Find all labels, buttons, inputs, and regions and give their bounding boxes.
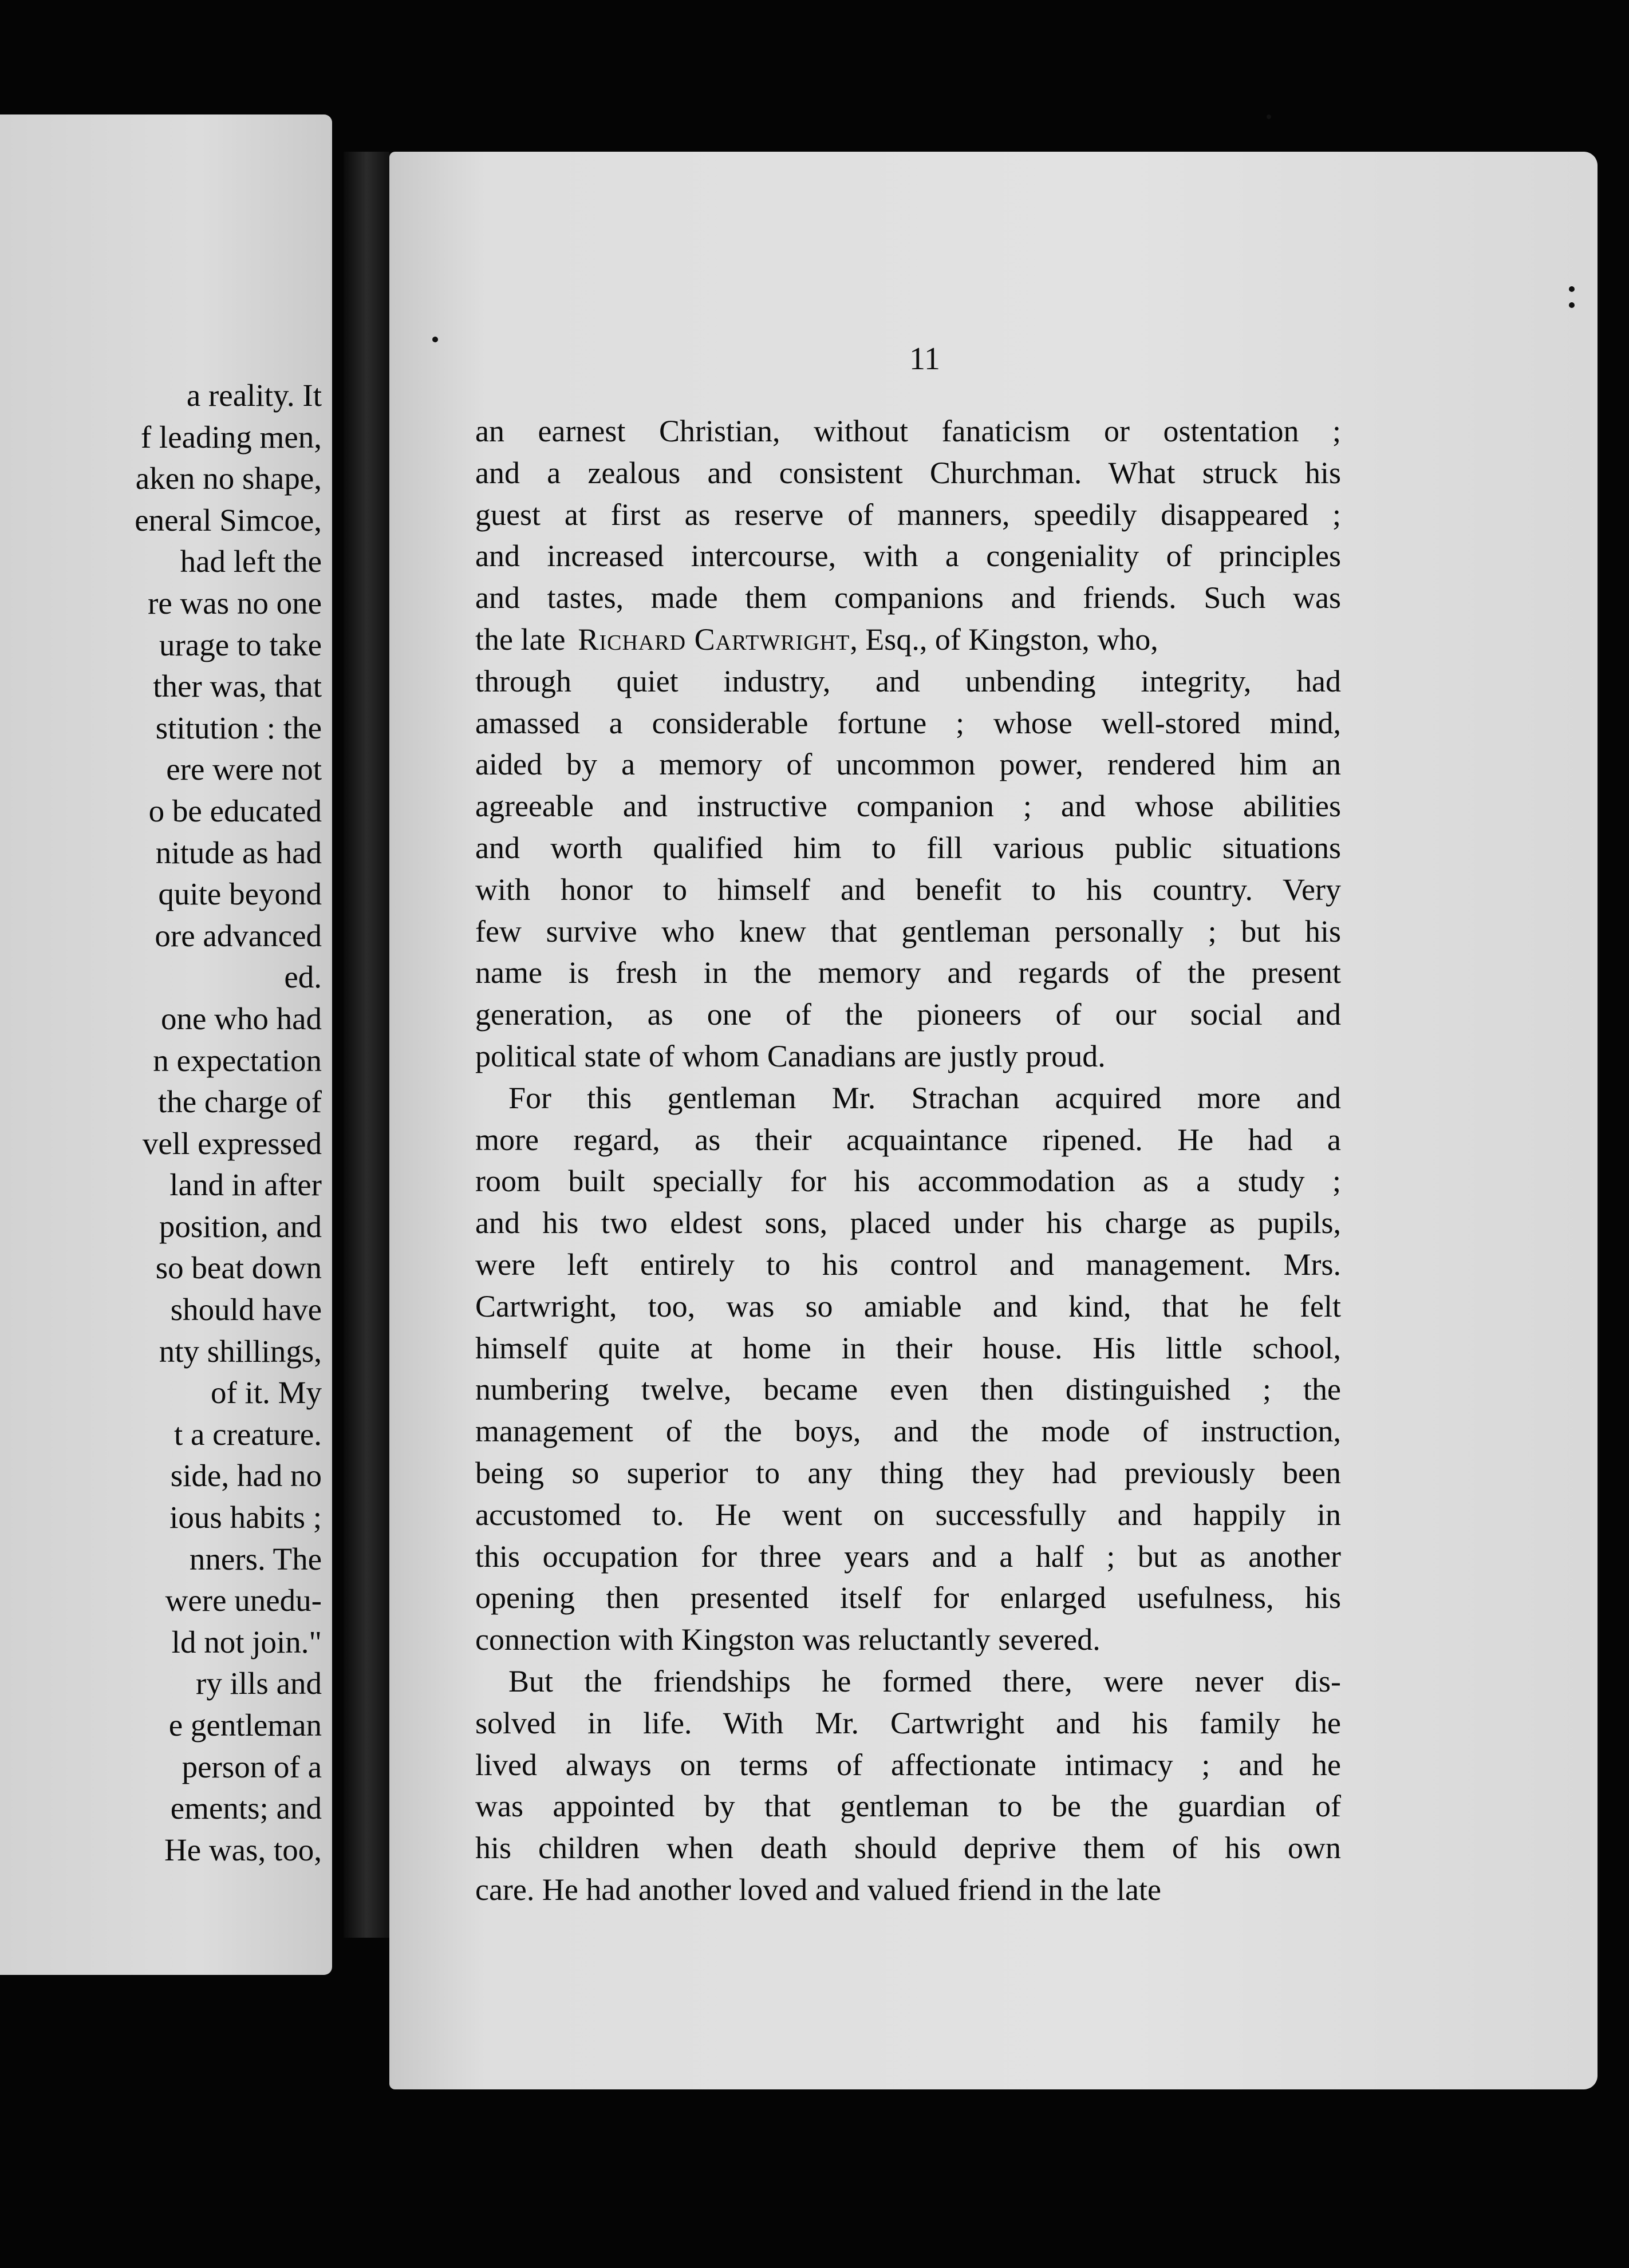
text-line: For this gentleman Mr. Strachan acquired more and	[508, 1080, 1341, 1115]
text-line: and his two eldest sons, placed under his charge as pupils,	[475, 1206, 1341, 1240]
left-page-line: aken no shape,	[135, 461, 322, 496]
text-line: with honor to himself and benefit to his country. Very	[475, 872, 1341, 907]
text-line: was appointed by that gentleman to be the guardian of	[475, 1789, 1341, 1824]
text-line-tail: , Esq., of Kingston, who,	[850, 622, 1158, 657]
text-line: solved in life. With Mr. Cartwright and his family he	[475, 1705, 1341, 1740]
text-line: room built specially for his accommodation as a study ;	[475, 1164, 1341, 1199]
text-line: agreeable and instructive companion ; and whose abilities	[475, 789, 1341, 824]
text-line: connection with Kingston was reluctantly severed.	[475, 1622, 1101, 1657]
text-line: this occupation for three years and a half ; but as another	[475, 1539, 1341, 1574]
left-page-line: position, and	[159, 1208, 322, 1244]
text-line: his children when death should deprive them of his own	[475, 1831, 1341, 1866]
left-page-line: were unedu-	[165, 1583, 322, 1618]
left-page-line: so beat down	[155, 1250, 322, 1286]
text-line: accustomed to. He went on successfully and happily in	[475, 1497, 1341, 1532]
left-page-line: ther was, that	[153, 669, 322, 704]
left-page-line: re was no one	[148, 585, 322, 621]
text-line: But the friendships he formed there, were never dis-	[508, 1664, 1341, 1698]
text-line: and worth qualified him to fill various public situations	[475, 830, 1341, 865]
left-page-line: eneral Simcoe,	[135, 502, 322, 538]
text-line: amassed a considerable fortune ; whose well-stored mind,	[475, 705, 1341, 740]
text-line: being so superior to any thing they had previously been	[475, 1455, 1341, 1490]
left-page-line: one who had	[160, 1001, 322, 1036]
left-page-line: vell expressed	[142, 1125, 322, 1161]
left-page-line: had left the	[180, 544, 322, 579]
left-page-line: should have	[170, 1292, 322, 1327]
left-page-line: o be educated	[148, 793, 322, 828]
left-page-line: side, had no	[170, 1458, 322, 1493]
left-page-line: nitude as had	[155, 835, 322, 870]
person-name: Richard Cartwright	[578, 622, 850, 657]
left-page-line: a reality. It	[186, 378, 322, 413]
text-line: numbering twelve, became even then distinguished ; the	[475, 1372, 1341, 1407]
text-line: were left entirely to his control and management. Mrs.	[475, 1247, 1341, 1282]
left-page-line: f leading men,	[140, 419, 322, 455]
left-page-line: of it. My	[210, 1375, 322, 1410]
left-page-line: t a creature.	[173, 1416, 322, 1452]
left-page-line: urage to take	[159, 627, 322, 662]
left-page-line: stitution : the	[155, 710, 322, 745]
text-line: himself quite at home in their house. His little school,	[475, 1330, 1341, 1365]
text-line: guest at first as reserve of manners, speedily disappeared ;	[475, 497, 1341, 532]
left-page-line: ry ills and	[196, 1666, 322, 1701]
left-page-line: ious habits ;	[169, 1500, 322, 1535]
text-line: opening then presented itself for enlarged usefulness, his	[475, 1581, 1341, 1615]
left-page	[0, 114, 332, 1975]
left-page-text	[1, 375, 322, 1871]
left-page-line: ore advanced	[155, 918, 322, 953]
left-page-line: person of a	[182, 1749, 322, 1784]
right-page	[389, 152, 1598, 2089]
text-line	[475, 619, 1341, 661]
left-page-line: nty shillings,	[159, 1333, 322, 1369]
text-line: political state of whom Canadians are justly proud.	[475, 1038, 1106, 1073]
left-page-line: e gentleman	[168, 1708, 322, 1743]
page-number: 11	[909, 341, 940, 377]
text-line: management of the boys, and the mode of instruction,	[475, 1414, 1341, 1449]
text-line: Cartwright, too, was so amiable and kind, that he felt	[475, 1289, 1341, 1323]
text-line: and increased intercourse, with a congeniality of principles	[475, 539, 1341, 574]
left-page-line: ements; and	[170, 1791, 322, 1826]
left-page-line: land in after	[169, 1167, 322, 1203]
text-line: care. He had another loved and valued friend in the late	[475, 1872, 1161, 1907]
body-text	[475, 410, 1341, 1911]
left-page-line: ld not join."	[171, 1624, 322, 1659]
text-line: an earnest Christian, without fanaticism or ostentation ;	[475, 414, 1341, 448]
scan-speck	[1569, 286, 1575, 292]
scan-speck	[432, 337, 438, 342]
text-line-lead: the late	[475, 622, 566, 657]
left-page-line: ed.	[284, 959, 322, 995]
left-page-line: n expectation	[153, 1042, 322, 1078]
text-line: and tastes, made them companions and friends. Such was	[475, 580, 1341, 615]
left-page-line: nners. The	[189, 1541, 322, 1576]
left-page-line: ere were not	[166, 752, 322, 787]
text-line: few survive who knew that gentleman personally ; but his	[475, 914, 1341, 949]
text-line: more regard, as their acquaintance ripened. He had a	[475, 1122, 1341, 1157]
book-gutter	[344, 152, 389, 1938]
left-page-line: He was, too,	[164, 1832, 322, 1867]
text-line: and a zealous and consistent Churchman. What struck his	[475, 455, 1341, 490]
scan-speck	[1267, 114, 1271, 119]
text-line: aided by a memory of uncommon power, rendered him an	[475, 747, 1341, 782]
left-page-line: the charge of	[157, 1084, 322, 1120]
text-line: through quiet industry, and unbending integrity, had	[475, 663, 1341, 698]
scan-speck	[1569, 302, 1575, 308]
text-line: lived always on terms of affectionate intimacy ; and he	[475, 1747, 1341, 1782]
left-page-line: quite beyond	[158, 876, 322, 912]
text-line: name is fresh in the memory and regards of the present	[475, 955, 1341, 990]
text-line: generation, as one of the pioneers of our social and	[475, 997, 1341, 1032]
